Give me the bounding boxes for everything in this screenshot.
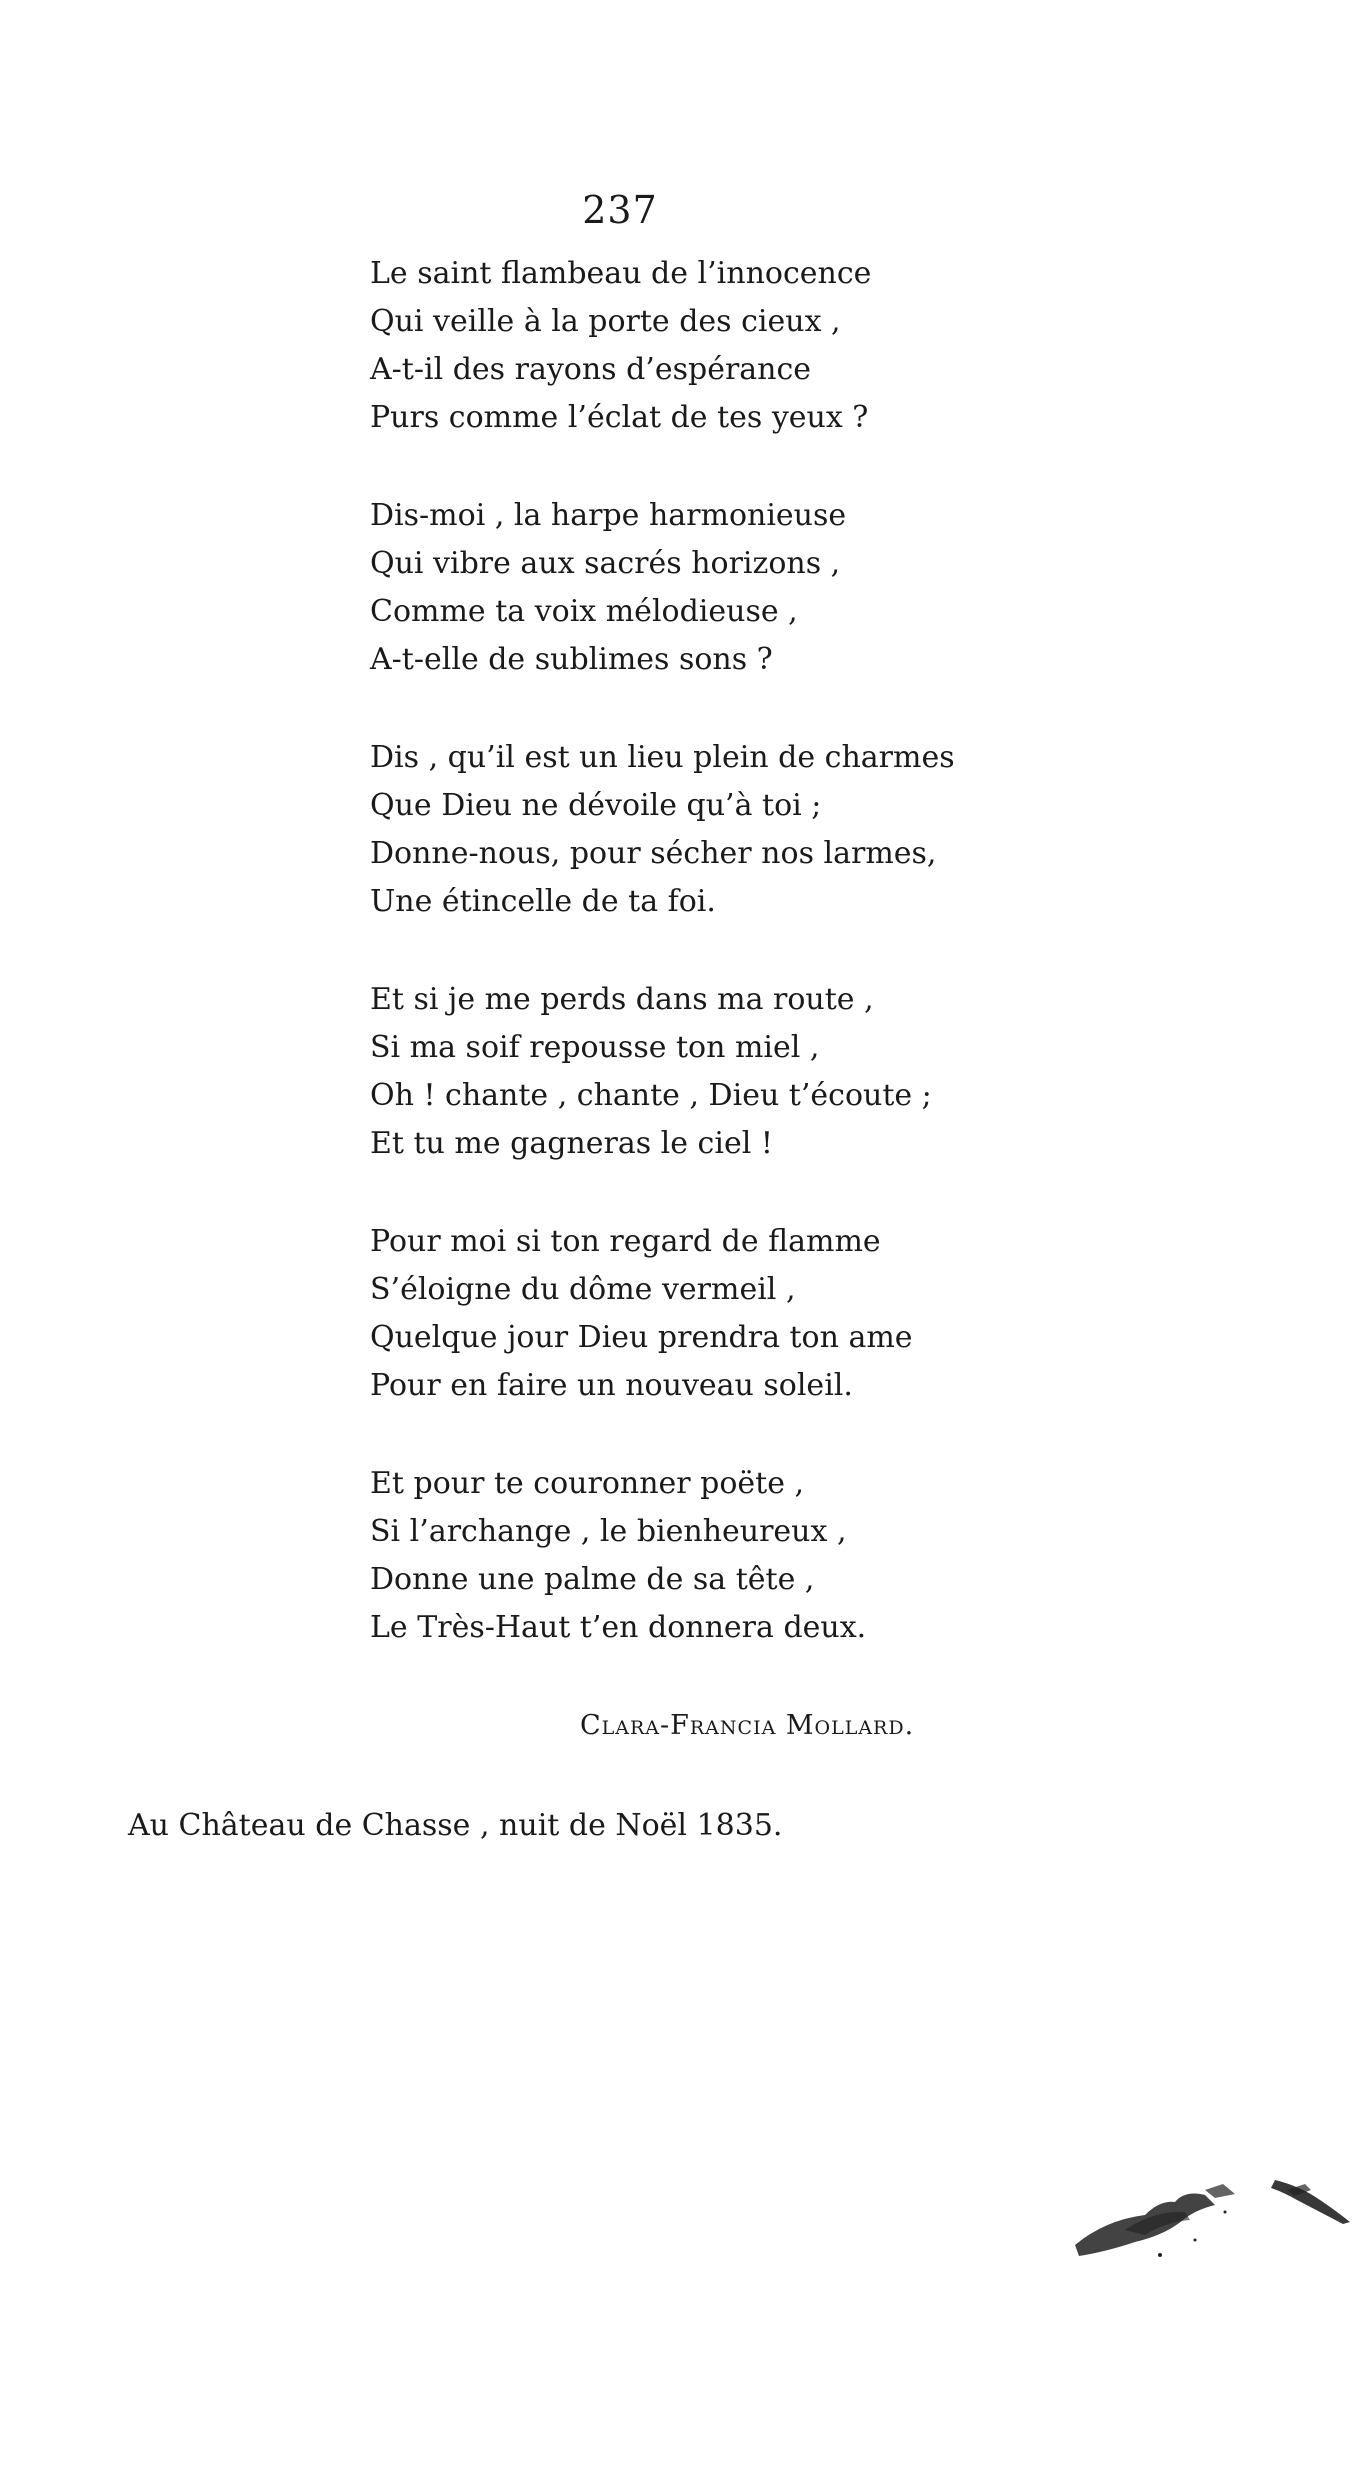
poem-line: Et tu me gagneras le ciel ! [370, 1126, 773, 1161]
poem-line: A-t-il des rayons d’espérance [370, 352, 812, 387]
poem-line: Si l’archange , le bienheureux , [370, 1514, 847, 1549]
poem-line: Qui veille à la porte des cieux , [370, 304, 841, 339]
poem-line: Le saint flambeau de l’innocence [370, 256, 872, 291]
poem [370, 250, 990, 1702]
dateline: Au Château de Chasse , nuit de Noël 1835. [128, 1808, 783, 1843]
poem-line: Et pour te couronner poëte , [370, 1466, 805, 1501]
poem-line: Et si je me perds dans ma route , [370, 982, 874, 1017]
signature: Clara-Francia Mollard. [580, 1710, 915, 1741]
poem-line: Dis , qu’il est un lieu plein de charmes [370, 740, 955, 775]
poem-line: A-t-elle de sublimes sons ? [370, 642, 773, 677]
stanza-5 [370, 1218, 990, 1410]
poem-line: Le Très-Haut t’en donnera deux. [370, 1610, 867, 1645]
ink-stamp-mark [1065, 2160, 1355, 2270]
poem-line: Que Dieu ne dévoile qu’à toi ; [370, 788, 822, 823]
poem-line: Donne-nous, pour sécher nos larmes, [370, 836, 937, 871]
poem-line: Si ma soif repousse ton miel , [370, 1030, 820, 1065]
poem-line: Quelque jour Dieu prendra ton ame [370, 1320, 913, 1355]
poem-line: S’éloigne du dôme vermeil , [370, 1272, 796, 1307]
stanza-1 [370, 250, 990, 442]
poem-line: Comme ta voix mélodieuse , [370, 594, 798, 629]
stanza-4 [370, 976, 990, 1168]
page-number: 237 [582, 188, 658, 232]
poem-line: Qui vibre aux sacrés horizons , [370, 546, 841, 581]
stanza-3 [370, 734, 990, 926]
stanza-6 [370, 1460, 990, 1652]
poem-line: Oh ! chante , chante , Dieu t’écoute ; [370, 1078, 932, 1113]
poem-line: Une étincelle de ta foi. [370, 884, 716, 919]
poem-line: Purs comme l’éclat de tes yeux ? [370, 400, 869, 435]
stanza-2 [370, 492, 990, 684]
poem-line: Pour en faire un nouveau soleil. [370, 1368, 853, 1403]
poem-line: Donne une palme de sa tête , [370, 1562, 815, 1597]
poem-line: Pour moi si ton regard de flamme [370, 1224, 881, 1259]
poem-line: Dis-moi , la harpe harmonieuse [370, 498, 847, 533]
